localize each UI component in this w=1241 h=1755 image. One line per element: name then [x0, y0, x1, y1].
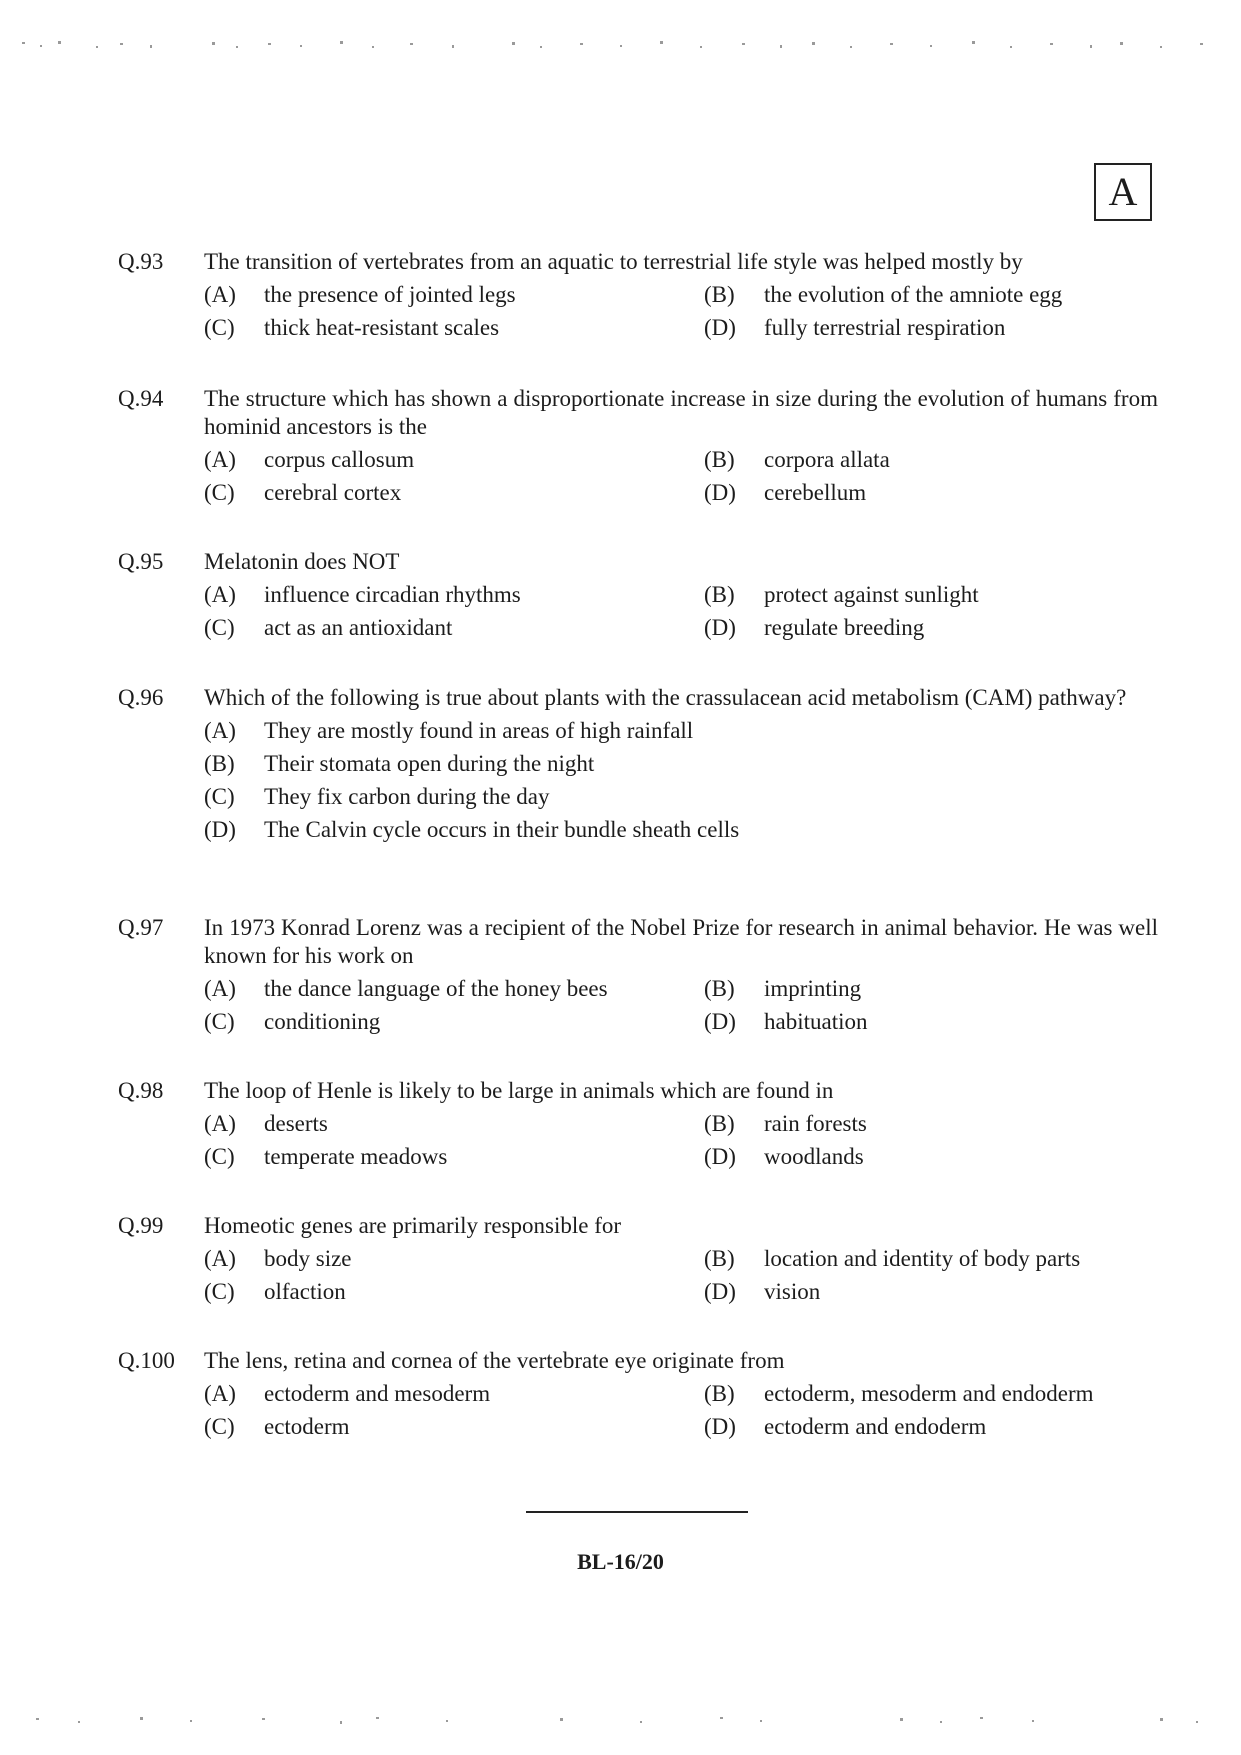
option-letter: (B): [704, 447, 735, 472]
question-number: Q.97: [118, 915, 164, 940]
option-text: The Calvin cycle occurs in their bundle sheath cells: [264, 817, 740, 842]
end-divider: [526, 1511, 748, 1513]
question-stem: Homeotic genes are primarily responsible for: [204, 1213, 622, 1238]
option-d: [704, 1278, 1158, 1306]
option-d: [704, 614, 1158, 642]
option-text: olfaction: [264, 1279, 346, 1304]
option-a: [204, 581, 704, 609]
option-text: body size: [264, 1246, 352, 1271]
question-stem: In 1973 Konrad Lorenz was a recipient of the Nobel Prize for research in animal behavior. He was well known for his work on: [204, 915, 1158, 968]
option-letter: (A): [204, 282, 236, 307]
option-text: rain forests: [764, 1111, 867, 1136]
question-number: Q.96: [118, 685, 164, 710]
option-text: corpora allata: [764, 447, 890, 472]
option-a: [204, 1380, 704, 1408]
option-letter: (A): [204, 582, 236, 607]
option-text: ectoderm, mesoderm and endoderm: [764, 1381, 1094, 1406]
option-text: They are mostly found in areas of high rainfall: [264, 718, 694, 743]
question-96: [118, 684, 1158, 844]
question-stem: The transition of vertebrates from an aquatic to terrestrial life style was helped mostly by: [204, 249, 1023, 274]
question-99: [118, 1212, 1158, 1306]
option-d: [704, 479, 1158, 507]
option-text: fully terrestrial respiration: [764, 315, 1006, 340]
option-c: [204, 314, 704, 342]
option-letter: (B): [704, 1111, 735, 1136]
option-letter: (A): [204, 447, 236, 472]
option-letter: (C): [204, 784, 235, 809]
option-d: [704, 314, 1158, 342]
option-letter: (B): [704, 1381, 735, 1406]
option-text: the dance language of the honey bees: [264, 976, 608, 1001]
option-d: [704, 1413, 1158, 1441]
option-b: [704, 281, 1158, 309]
option-text: location and identity of body parts: [764, 1246, 1081, 1271]
option-text: woodlands: [764, 1144, 864, 1169]
option-letter: (D): [704, 480, 736, 505]
option-letter: (D): [204, 817, 236, 842]
option-a: [204, 281, 704, 309]
option-text: ectoderm: [264, 1414, 350, 1439]
question-number: Q.99: [118, 1213, 164, 1238]
option-c: [204, 783, 1158, 811]
question-100: [118, 1347, 1158, 1441]
option-text: thick heat-resistant scales: [264, 315, 500, 340]
option-letter: (D): [704, 615, 736, 640]
option-text: ectoderm and endoderm: [764, 1414, 987, 1439]
option-text: They fix carbon during the day: [264, 784, 550, 809]
question-95: [118, 548, 1158, 642]
option-text: vision: [764, 1279, 821, 1304]
scan-noise-bottom: [0, 1705, 1241, 1735]
option-text: temperate meadows: [264, 1144, 448, 1169]
option-letter: (D): [704, 1144, 736, 1169]
option-text: influence circadian rhythms: [264, 582, 521, 607]
option-c: [204, 1413, 704, 1441]
option-text: habituation: [764, 1009, 868, 1034]
option-letter: (A): [204, 718, 236, 743]
option-text: ectoderm and mesoderm: [264, 1381, 491, 1406]
option-d: [704, 1008, 1158, 1036]
option-letter: (B): [704, 582, 735, 607]
option-letter: (B): [704, 976, 735, 1001]
question-number: Q.95: [118, 549, 164, 574]
option-a: [204, 975, 704, 1003]
option-text: conditioning: [264, 1009, 381, 1034]
option-text: cerebellum: [764, 480, 867, 505]
option-b: [704, 446, 1158, 474]
option-letter: (D): [704, 1279, 736, 1304]
option-text: the evolution of the amniote egg: [764, 282, 1063, 307]
page-code: BL-16/20: [577, 1549, 664, 1574]
option-c: [204, 479, 704, 507]
option-c: [204, 1143, 704, 1171]
question-94: [118, 385, 1158, 507]
option-letter: (C): [204, 1414, 235, 1439]
option-a: [204, 1245, 704, 1273]
question-number: Q.94: [118, 386, 164, 411]
option-letter: (D): [704, 1414, 736, 1439]
option-letter: (C): [204, 315, 235, 340]
question-number: Q.93: [118, 249, 164, 274]
option-a: [204, 717, 1158, 745]
option-text: corpus callosum: [264, 447, 415, 472]
option-text: Their stomata open during the night: [264, 751, 595, 776]
option-b: [704, 975, 1158, 1003]
option-letter: (B): [704, 1246, 735, 1271]
option-text: the presence of jointed legs: [264, 282, 516, 307]
option-letter: (C): [204, 1144, 235, 1169]
option-letter: (C): [204, 615, 235, 640]
option-letter: (D): [704, 315, 736, 340]
option-text: deserts: [264, 1111, 328, 1136]
scan-noise-top: [0, 30, 1241, 60]
question-number: Q.98: [118, 1078, 164, 1103]
option-text: protect against sunlight: [764, 582, 979, 607]
question-97: [118, 914, 1158, 1036]
option-letter: (C): [204, 480, 235, 505]
option-b: [204, 750, 1158, 778]
option-letter: (B): [204, 751, 235, 776]
option-a: [204, 446, 704, 474]
question-stem: Melatonin does NOT: [204, 549, 400, 574]
option-letter: (A): [204, 1111, 236, 1136]
question-stem: Which of the following is true about plants with the crassulacean acid metabolism (CAM) pathway?: [204, 685, 1127, 710]
option-c: [204, 1008, 704, 1036]
question-set-code: A: [1094, 163, 1152, 221]
option-text: imprinting: [764, 976, 862, 1001]
question-98: [118, 1077, 1158, 1171]
option-text: regulate breeding: [764, 615, 925, 640]
option-letter: (C): [204, 1009, 235, 1034]
option-b: [704, 1245, 1158, 1273]
option-b: [704, 581, 1158, 609]
option-letter: (A): [204, 1246, 236, 1271]
option-a: [204, 1110, 704, 1138]
question-number: Q.100: [118, 1348, 175, 1373]
option-d: [704, 1143, 1158, 1171]
question-stem: The structure which has shown a disproportionate increase in size during the evolution of humans from hominid ancestors is the: [204, 386, 1158, 439]
option-text: act as an antioxidant: [264, 615, 453, 640]
question-stem: The lens, retina and cornea of the vertebrate eye originate from: [204, 1348, 785, 1373]
question-stem: The loop of Henle is likely to be large in animals which are found in: [204, 1078, 834, 1103]
option-b: [704, 1380, 1158, 1408]
option-b: [704, 1110, 1158, 1138]
option-c: [204, 1278, 704, 1306]
option-letter: (A): [204, 976, 236, 1001]
option-letter: (A): [204, 1381, 236, 1406]
option-c: [204, 614, 704, 642]
option-letter: (C): [204, 1279, 235, 1304]
option-text: cerebral cortex: [264, 480, 402, 505]
option-letter: (D): [704, 1009, 736, 1034]
question-93: [118, 248, 1158, 342]
option-d: [204, 816, 1158, 844]
option-letter: (B): [704, 282, 735, 307]
